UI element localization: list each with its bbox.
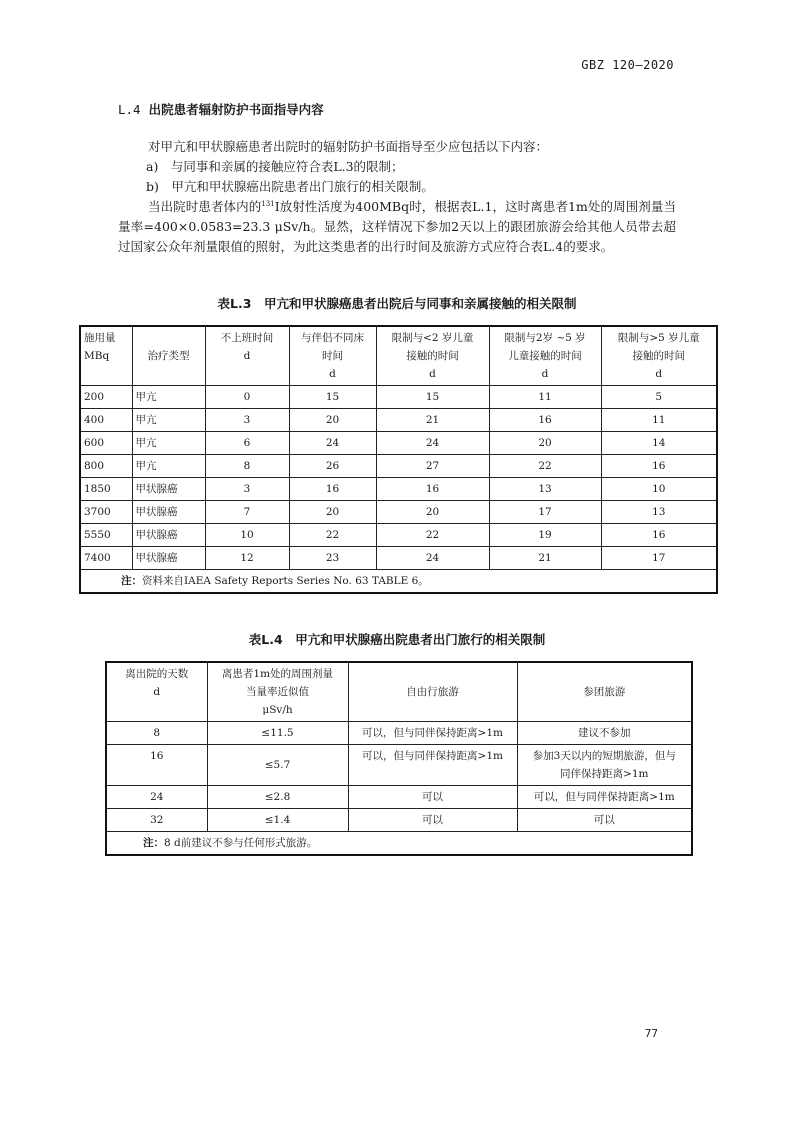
table-row <box>106 722 692 745</box>
table-cell: 16 <box>376 478 489 501</box>
table-l4-header <box>106 662 692 722</box>
table-cell: 10 <box>601 478 717 501</box>
table-row <box>80 547 717 570</box>
header-partner-l1: 与伴侣不同床 <box>301 332 364 344</box>
section-title: 出院患者辐射防护书面指导内容 <box>148 102 324 117</box>
table-cell: 24 <box>289 432 376 455</box>
table-cell: 甲亢 <box>132 386 205 409</box>
table-l3-note <box>80 570 717 594</box>
table-cell-rate: ≤5.7 <box>207 745 348 786</box>
header-off-work-label: 不上班时间 <box>220 332 274 344</box>
note-text: 资料来自IAEA Safety Reports Series No. 63 TABLE 6。 <box>142 575 429 587</box>
table-cell: 20 <box>489 432 601 455</box>
header-dose-label: 施用量 <box>84 332 116 344</box>
table-cell: 甲亢 <box>132 455 205 478</box>
table-l4 <box>105 661 693 856</box>
table-cell: 10 <box>205 524 289 547</box>
table-cell-free: 可以 <box>348 786 517 809</box>
table-cell-rate: ≤11.5 <box>207 722 348 745</box>
table-row <box>80 409 717 432</box>
table-cell: 20 <box>289 501 376 524</box>
table-cell: 甲状腺癌 <box>132 478 205 501</box>
table-cell: 22 <box>376 524 489 547</box>
section-number: L.4 <box>118 102 141 117</box>
header-dose-rate-l1: 离患者1m处的周围剂量 <box>221 668 334 680</box>
header-child-over5-unit: d <box>655 368 663 380</box>
header-treatment <box>132 326 205 386</box>
header-free-travel <box>348 662 517 722</box>
table-cell: 17 <box>601 547 717 570</box>
header-group-travel-label: 参团旅游 <box>583 686 626 698</box>
table-cell: 20 <box>376 501 489 524</box>
table-row <box>80 501 717 524</box>
table-l3-caption: 表L.3 甲亢和甲状腺癌患者出院后与同事和亲属接触的相关限制 <box>217 296 577 311</box>
table-cell-free: 可以 <box>348 809 517 832</box>
table-cell: 13 <box>489 478 601 501</box>
table-cell: 0 <box>205 386 289 409</box>
standard-number: GBZ 120—2020 <box>581 58 674 72</box>
table-cell: 13 <box>601 501 717 524</box>
header-child-under2-l2: 接触的时间 <box>406 350 459 362</box>
table-cell: 5 <box>601 386 717 409</box>
table-cell-group <box>517 809 692 832</box>
table-cell-days: 24 <box>106 786 207 809</box>
table-cell: 5550 <box>80 524 132 547</box>
table-l3 <box>79 325 718 594</box>
table-cell-free: 可以，但与同伴保持距离>1m <box>348 745 517 786</box>
intro-paragraph: 对甲亢和甲状腺癌患者出院时的辐射防护书面指导至少应包括以下内容： <box>148 139 549 154</box>
header-child-under2 <box>376 326 489 386</box>
table-row <box>80 432 717 455</box>
table-cell: 1850 <box>80 478 132 501</box>
header-days-label: 离出院的天数 <box>125 668 189 680</box>
table-row <box>80 386 717 409</box>
table-cell: 23 <box>289 547 376 570</box>
table-cell-days: 8 <box>106 722 207 745</box>
table-cell-group <box>517 786 692 809</box>
header-dose-rate-unit: μSv/h <box>262 704 293 716</box>
header-off-work-unit: d <box>243 350 251 362</box>
table-row <box>106 745 692 786</box>
table-cell: 26 <box>289 455 376 478</box>
table-cell: 400 <box>80 409 132 432</box>
header-dose <box>80 326 132 386</box>
table-cell: 甲状腺癌 <box>132 547 205 570</box>
header-child-under2-l1: 限制与<2 岁儿童 <box>391 332 474 344</box>
header-child-over5-l1: 限制与>5 岁儿童 <box>617 332 700 344</box>
table-cell: 21 <box>489 547 601 570</box>
table-cell-days: 32 <box>106 809 207 832</box>
dose-paragraph <box>118 197 676 257</box>
table-cell-group <box>517 745 692 786</box>
table-cell: 7 <box>205 501 289 524</box>
table-cell: 24 <box>376 432 489 455</box>
table-row <box>80 455 717 478</box>
header-dose-rate <box>207 662 348 722</box>
table-cell: 甲亢 <box>132 432 205 455</box>
header-child-over5-l2: 接触的时间 <box>632 350 685 362</box>
table-cell: 27 <box>376 455 489 478</box>
section-heading <box>118 100 324 118</box>
header-dose-rate-l2: 当量率近似值 <box>246 686 309 698</box>
table-cell: 21 <box>376 409 489 432</box>
header-off-work <box>205 326 289 386</box>
group-line-1: 可以 <box>593 814 615 826</box>
table-cell: 16 <box>289 478 376 501</box>
header-child-over5 <box>601 326 717 386</box>
table-cell: 15 <box>376 386 489 409</box>
table-l4-caption: 表L.4 甲亢和甲状腺癌出院患者出门旅行的相关限制 <box>248 632 546 647</box>
table-cell: 22 <box>289 524 376 547</box>
table-cell: 3 <box>205 409 289 432</box>
note-label: 注： <box>121 575 142 587</box>
table-cell: 14 <box>601 432 717 455</box>
table-cell-rate: ≤2.8 <box>207 786 348 809</box>
header-dose-unit: MBq <box>84 350 110 362</box>
group-line-2: 同伴保持距离>1m <box>560 768 649 780</box>
table-cell: 7400 <box>80 547 132 570</box>
table-cell: 16 <box>601 455 717 478</box>
list-item-a: a) 与同事和亲属的接触应符合表L.3的限制； <box>146 159 404 174</box>
table-cell: 11 <box>601 409 717 432</box>
table-cell: 20 <box>289 409 376 432</box>
header-child-2to5 <box>489 326 601 386</box>
table-l4-note <box>106 832 692 856</box>
table-cell: 16 <box>489 409 601 432</box>
table-cell: 3700 <box>80 501 132 524</box>
table-cell: 8 <box>205 455 289 478</box>
header-free-travel-label: 自由行旅游 <box>406 686 459 698</box>
header-partner-unit: d <box>329 368 336 380</box>
header-partner-l2: 时间 <box>322 350 343 362</box>
table-cell-days: 16 <box>106 745 207 786</box>
table-cell-free: 可以，但与同伴保持距离>1m <box>348 722 517 745</box>
group-line-1: 可以，但与同伴保持距离>1m <box>533 791 675 803</box>
dose-paragraph-post: I放射性活度为400MBq时，根据表L.1，这时离患者1m处的周围剂量当量率=400×0.0583=23.3 μSv/h。显然，这样情况下参加2天以上的跟团旅游会给其他人员带去超过国家公众年剂量限值的照射，为此这类患者的出行时间及旅游方式应符合表L.4的要求。 <box>118 199 676 254</box>
table-cell: 600 <box>80 432 132 455</box>
header-days-unit: d <box>153 686 161 698</box>
table-cell: 800 <box>80 455 132 478</box>
header-group-travel <box>517 662 692 722</box>
page-number: 77 <box>644 1027 658 1040</box>
table-cell: 19 <box>489 524 601 547</box>
table-cell: 24 <box>376 547 489 570</box>
table-row <box>106 786 692 809</box>
table-cell: 甲亢 <box>132 409 205 432</box>
table-row <box>80 524 717 547</box>
table-row <box>80 478 717 501</box>
table-cell: 11 <box>489 386 601 409</box>
table-cell: 12 <box>205 547 289 570</box>
table-cell: 17 <box>489 501 601 524</box>
header-child-2to5-unit: d <box>541 368 549 380</box>
table-cell: 15 <box>289 386 376 409</box>
note-label: 注： <box>143 837 164 849</box>
header-days <box>106 662 207 722</box>
table-cell: 16 <box>601 524 717 547</box>
table-l3-header <box>80 326 717 386</box>
group-line-1: 参加3天以内的短期旅游，但与 <box>532 750 676 762</box>
dose-paragraph-pre: 当出院时患者体内的 <box>148 199 262 214</box>
header-treatment-label: 治疗类型 <box>147 350 190 362</box>
table-cell: 3 <box>205 478 289 501</box>
header-child-2to5-l2: 儿童接触的时间 <box>508 350 582 362</box>
table-cell-rate: ≤1.4 <box>207 809 348 832</box>
header-child-2to5-l1: 限制与2岁 ~5 岁 <box>504 332 586 344</box>
isotope-superscript: 131 <box>261 199 275 208</box>
table-cell: 甲状腺癌 <box>132 501 205 524</box>
table-cell: 22 <box>489 455 601 478</box>
table-row <box>106 809 692 832</box>
note-text: 8 d前建议不参与任何形式旅游。 <box>164 837 318 849</box>
group-line-1: 建议不参加 <box>578 727 631 739</box>
header-partner <box>289 326 376 386</box>
table-cell: 甲状腺癌 <box>132 524 205 547</box>
table-cell-group <box>517 722 692 745</box>
table-cell: 6 <box>205 432 289 455</box>
list-item-b: b) 甲亢和甲状腺癌出院患者出门旅行的相关限制。 <box>146 179 434 194</box>
header-child-under2-unit: d <box>429 368 436 380</box>
table-cell: 200 <box>80 386 132 409</box>
